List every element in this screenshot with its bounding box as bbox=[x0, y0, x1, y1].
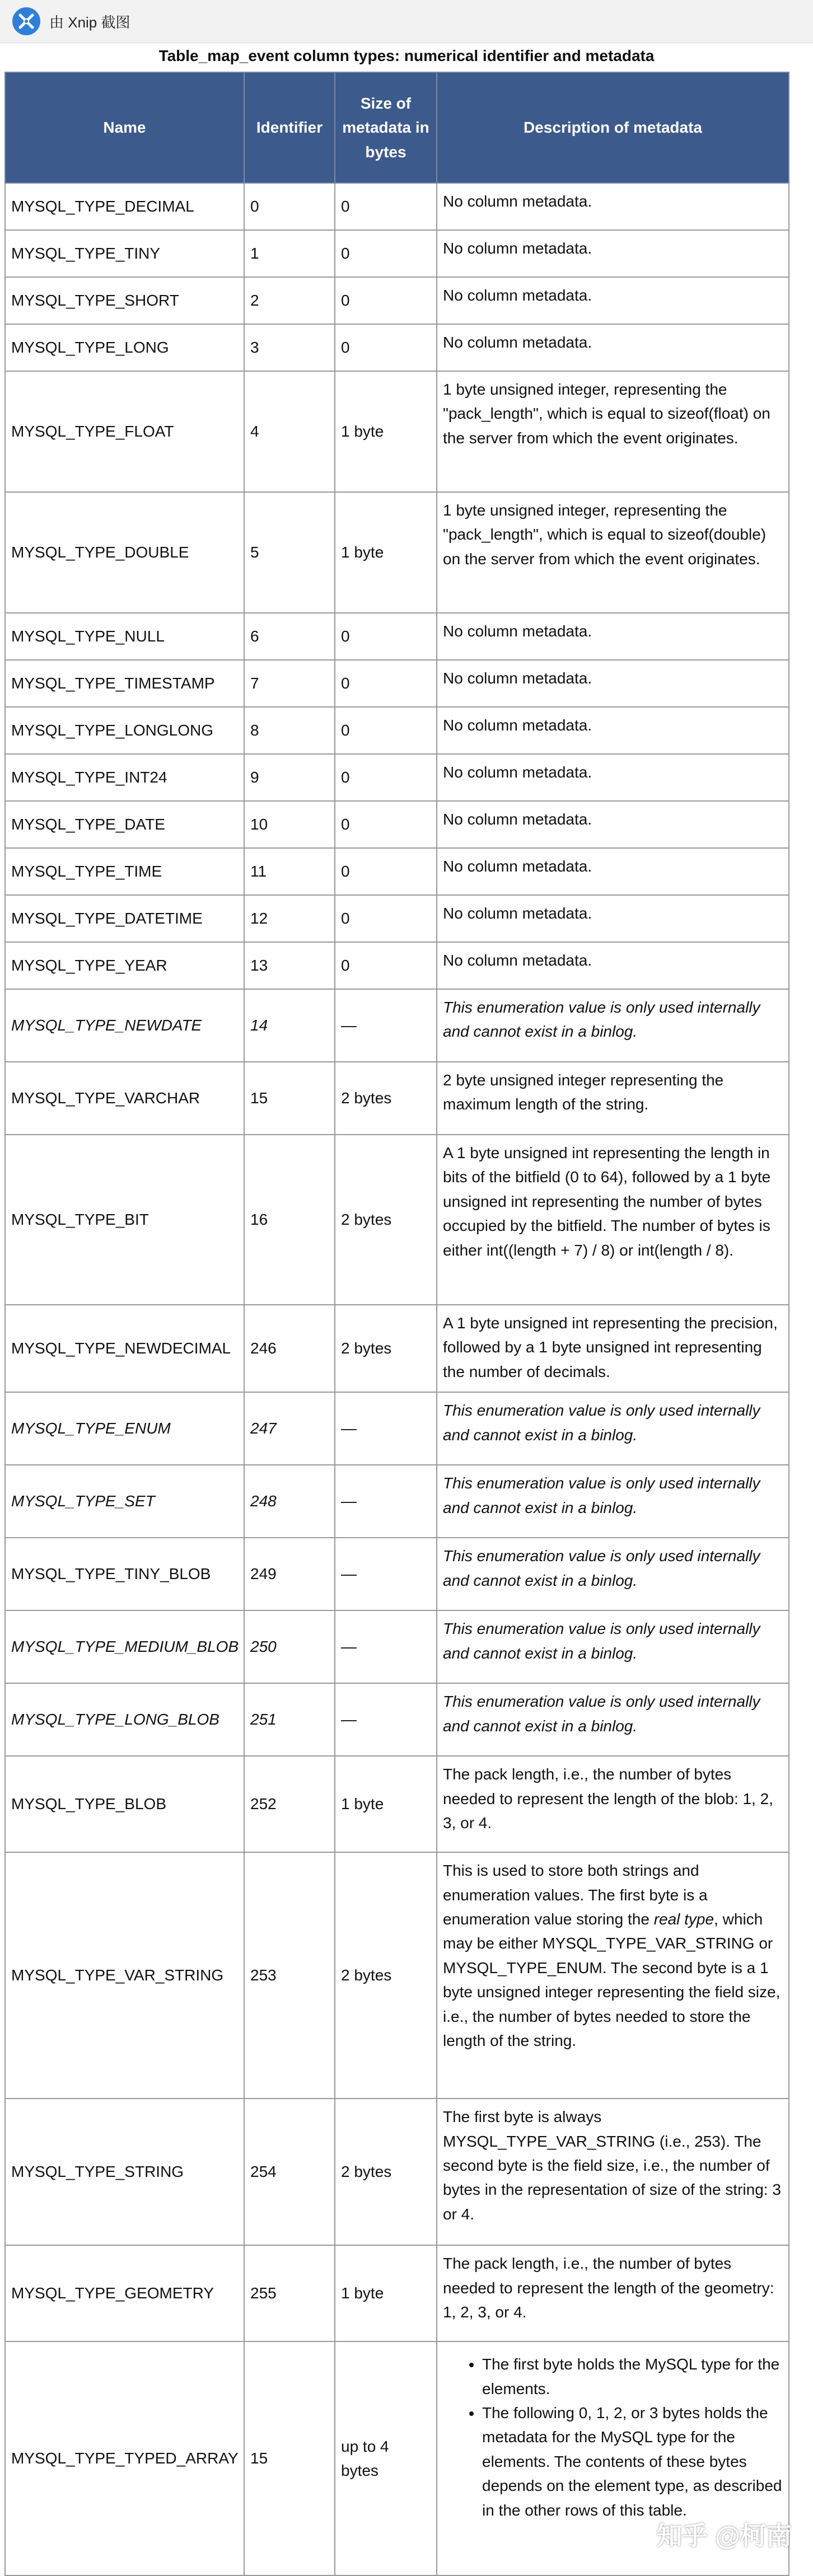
cell-identifier: 250 bbox=[244, 1610, 335, 1683]
xnip-logo-icon bbox=[12, 7, 40, 35]
cell-size: — bbox=[335, 1392, 437, 1465]
cell-size: — bbox=[335, 1610, 437, 1683]
cell-description: No column metadata. bbox=[437, 660, 789, 707]
cell-name: MYSQL_TYPE_NEWDATE bbox=[5, 989, 244, 1062]
cell-size: 1 byte bbox=[335, 492, 437, 613]
cell-size: 1 byte bbox=[335, 2245, 437, 2341]
table-row bbox=[5, 492, 789, 613]
cell-name: MYSQL_TYPE_DATETIME bbox=[5, 895, 244, 942]
table-row bbox=[5, 1610, 789, 1683]
cell-description: This enumeration value is only used internally and cannot exist in a binlog. bbox=[437, 989, 789, 1062]
cell-description: A 1 byte unsigned int representing the length in bits of the bitfield (0 to 64), followed by a 1 byte unsigned int representing the number of bytes occupied by the bitfield. The number of bytes is either int((length + 7) / 8) or int(length / 8). bbox=[437, 1135, 789, 1305]
cell-identifier: 10 bbox=[244, 801, 335, 848]
cell-name: MYSQL_TYPE_BLOB bbox=[5, 1756, 244, 1852]
table-row bbox=[5, 895, 789, 942]
cell-name: MYSQL_TYPE_TINY bbox=[5, 230, 244, 277]
header-name: Name bbox=[5, 72, 244, 183]
description-text: This is used to store both strings and enumeration values. The first byte is a enumeration value storing the bbox=[443, 1862, 708, 1928]
table-row bbox=[5, 1135, 789, 1305]
cell-identifier: 11 bbox=[244, 848, 335, 895]
table-row bbox=[5, 848, 789, 895]
cell-name: MYSQL_TYPE_STRING bbox=[5, 2099, 244, 2245]
cell-identifier: 15 bbox=[244, 2341, 335, 2575]
cell-name: MYSQL_TYPE_DATE bbox=[5, 801, 244, 848]
cell-size: 0 bbox=[335, 801, 437, 848]
cell-description: No column metadata. bbox=[437, 613, 789, 660]
table-row bbox=[5, 707, 789, 754]
cell-description: No column metadata. bbox=[437, 183, 789, 230]
cell-size: up to 4 bytes bbox=[335, 2341, 437, 2575]
cell-size: 1 byte bbox=[335, 1756, 437, 1852]
cell-identifier: 9 bbox=[244, 754, 335, 801]
cell-name: MYSQL_TYPE_DOUBLE bbox=[5, 492, 244, 613]
cell-name: MYSQL_TYPE_VARCHAR bbox=[5, 1062, 244, 1135]
table-row bbox=[5, 183, 789, 230]
table-row bbox=[5, 801, 789, 848]
cell-description: No column metadata. bbox=[437, 801, 789, 848]
table-row bbox=[5, 1538, 789, 1610]
cell-name: MYSQL_TYPE_LONG_BLOB bbox=[5, 1683, 244, 1756]
cell-size: 0 bbox=[335, 277, 437, 324]
cell-description: No column metadata. bbox=[437, 707, 789, 754]
cell-description: No column metadata. bbox=[437, 277, 789, 324]
cell-identifier: 7 bbox=[244, 660, 335, 707]
cell-identifier: 4 bbox=[244, 371, 335, 492]
table-row bbox=[5, 2245, 789, 2341]
cell-name: MYSQL_TYPE_FLOAT bbox=[5, 371, 244, 492]
cell-size: — bbox=[335, 989, 437, 1062]
cell-size: — bbox=[335, 1683, 437, 1756]
cell-size: 0 bbox=[335, 613, 437, 660]
cell-identifier: 255 bbox=[244, 2245, 335, 2341]
cell-description: 1 byte unsigned integer, representing the "pack_length", which is equal to sizeof(double) on the server from which the event originates. bbox=[437, 492, 789, 613]
cell-size: 2 bytes bbox=[335, 1135, 437, 1305]
cell-name: MYSQL_TYPE_TINY_BLOB bbox=[5, 1538, 244, 1610]
description-list bbox=[443, 2352, 783, 2522]
cell-identifier: 13 bbox=[244, 942, 335, 989]
cell-identifier: 254 bbox=[244, 2099, 335, 2245]
cell-description: No column metadata. bbox=[437, 324, 789, 371]
table-row bbox=[5, 277, 789, 324]
cell-name: MYSQL_TYPE_VAR_STRING bbox=[5, 1852, 244, 2099]
cell-identifier: 253 bbox=[244, 1852, 335, 2099]
cell-description: The pack length, i.e., the number of bytes needed to represent the length of the blob: 1, 2, 3, or 4. bbox=[437, 1756, 789, 1852]
cell-name: MYSQL_TYPE_GEOMETRY bbox=[5, 2245, 244, 2341]
cell-description: A 1 byte unsigned int representing the precision, followed by a 1 byte unsigned int representing the number of decimals. bbox=[437, 1305, 789, 1392]
cell-identifier: 249 bbox=[244, 1538, 335, 1610]
cell-size: 0 bbox=[335, 183, 437, 230]
title-bar bbox=[0, 0, 813, 43]
table-row bbox=[5, 1305, 789, 1392]
cell-size: 0 bbox=[335, 660, 437, 707]
cell-identifier: 8 bbox=[244, 707, 335, 754]
cell-name: MYSQL_TYPE_SHORT bbox=[5, 277, 244, 324]
cell-identifier: 252 bbox=[244, 1756, 335, 1852]
cell-size: 2 bytes bbox=[335, 1305, 437, 1392]
cell-description: This enumeration value is only used internally and cannot exist in a binlog. bbox=[437, 1538, 789, 1610]
cell-description: This enumeration value is only used internally and cannot exist in a binlog. bbox=[437, 1683, 789, 1756]
cell-size: 0 bbox=[335, 324, 437, 371]
cell-description: 1 byte unsigned integer, representing the "pack_length", which is equal to sizeof(float) on the server from which the event originates. bbox=[437, 371, 789, 492]
cell-name: MYSQL_TYPE_DECIMAL bbox=[5, 183, 244, 230]
cell-description: 2 byte unsigned integer representing the maximum length of the string. bbox=[437, 1062, 789, 1135]
cell-identifier: 247 bbox=[244, 1392, 335, 1465]
app-title: 由 Xnip 截图 bbox=[49, 13, 130, 31]
column-types-table bbox=[4, 72, 789, 2576]
cell-identifier: 2 bbox=[244, 277, 335, 324]
cell-identifier: 248 bbox=[244, 1465, 335, 1538]
cell-size: — bbox=[335, 1465, 437, 1538]
cell-description: No column metadata. bbox=[437, 848, 789, 895]
cell-size: 0 bbox=[335, 895, 437, 942]
header-row bbox=[5, 72, 789, 183]
cell-identifier: 16 bbox=[244, 1135, 335, 1305]
table-row bbox=[5, 1392, 789, 1465]
cell-identifier: 246 bbox=[244, 1305, 335, 1392]
cell-description: The first byte is always MYSQL_TYPE_VAR_STRING (i.e., 253). The second byte is the field size, i.e., the number of bytes in the representation of size of the string: 3 or 4. bbox=[437, 2099, 789, 2245]
cell-size: — bbox=[335, 1538, 437, 1610]
table-row bbox=[5, 324, 789, 371]
cell-size: 0 bbox=[335, 754, 437, 801]
table-container bbox=[4, 72, 789, 2576]
cell-size: 2 bytes bbox=[335, 2099, 437, 2245]
cell-description: This enumeration value is only used internally and cannot exist in a binlog. bbox=[437, 1392, 789, 1465]
cell-description: No column metadata. bbox=[437, 942, 789, 989]
cell-identifier: 12 bbox=[244, 895, 335, 942]
table-row bbox=[5, 1465, 789, 1538]
cell-identifier: 15 bbox=[244, 1062, 335, 1135]
emphasis-text: real type bbox=[653, 1910, 714, 1928]
cell-description: No column metadata. bbox=[437, 754, 789, 801]
cell-name: MYSQL_TYPE_LONGLONG bbox=[5, 707, 244, 754]
table-row bbox=[5, 613, 789, 660]
table-body bbox=[5, 183, 789, 2575]
cell-description: This enumeration value is only used internally and cannot exist in a binlog. bbox=[437, 1610, 789, 1683]
table-row bbox=[5, 371, 789, 492]
cell-description: This enumeration value is only used internally and cannot exist in a binlog. bbox=[437, 1465, 789, 1538]
cell-size: 2 bytes bbox=[335, 1852, 437, 2099]
table-caption: Table_map_event column types: numerical identifier and metadata bbox=[158, 47, 655, 64]
table-row bbox=[5, 1062, 789, 1135]
cell-name: MYSQL_TYPE_ENUM bbox=[5, 1392, 244, 1465]
description-list-item: • The following 0, 1, 2, or 3 bytes holds the metadata for the MySQL type for the elements. The contents of these bytes depends on the element type, as described in the other rows of this table. bbox=[482, 2401, 783, 2522]
cell-description: The pack length, i.e., the number of bytes needed to represent the length of the geometry: 1, 2, 3, or 4. bbox=[437, 2245, 789, 2341]
table-row bbox=[5, 2099, 789, 2245]
table-row bbox=[5, 660, 789, 707]
table-row bbox=[5, 942, 789, 989]
table-row bbox=[5, 1852, 789, 2099]
cell-name: MYSQL_TYPE_YEAR bbox=[5, 942, 244, 989]
cell-size: 1 byte bbox=[335, 371, 437, 492]
cell-size: 2 bytes bbox=[335, 1062, 437, 1135]
table-row bbox=[5, 989, 789, 1062]
cell-description bbox=[437, 1852, 789, 2099]
cell-name: MYSQL_TYPE_LONG bbox=[5, 324, 244, 371]
table-row bbox=[5, 1756, 789, 1852]
description-text: , which may be either MYSQL_TYPE_VAR_STRING or MYSQL_TYPE_ENUM. The second byte is a 1 byte unsigned integer representing the field size, i.e., the number of bytes needed to store the length of the string. bbox=[443, 1910, 781, 2049]
header-description: Description of metadata bbox=[437, 72, 789, 183]
cell-identifier: 3 bbox=[244, 324, 335, 371]
cell-name: MYSQL_TYPE_MEDIUM_BLOB bbox=[5, 1610, 244, 1683]
cell-name: MYSQL_TYPE_SET bbox=[5, 1465, 244, 1538]
cell-identifier: 5 bbox=[244, 492, 335, 613]
cell-identifier: 14 bbox=[244, 989, 335, 1062]
cell-name: MYSQL_TYPE_INT24 bbox=[5, 754, 244, 801]
header-identifier: Identifier bbox=[244, 72, 335, 183]
cell-identifier: 251 bbox=[244, 1683, 335, 1756]
description-list-item: • The first byte holds the MySQL type for the elements. bbox=[482, 2352, 783, 2401]
cell-size: 0 bbox=[335, 942, 437, 989]
cell-identifier: 0 bbox=[244, 183, 335, 230]
cell-name: MYSQL_TYPE_NULL bbox=[5, 613, 244, 660]
cell-description: No column metadata. bbox=[437, 230, 789, 277]
cell-size: 0 bbox=[335, 230, 437, 277]
cell-name: MYSQL_TYPE_TIME bbox=[5, 848, 244, 895]
cell-name: MYSQL_TYPE_BIT bbox=[5, 1135, 244, 1305]
cell-description: No column metadata. bbox=[437, 895, 789, 942]
cell-identifier: 6 bbox=[244, 613, 335, 660]
table-row bbox=[5, 754, 789, 801]
table-row bbox=[5, 230, 789, 277]
header-size: Size of metadata in bytes bbox=[335, 72, 437, 183]
cell-identifier: 1 bbox=[244, 230, 335, 277]
table-row bbox=[5, 1683, 789, 1756]
cell-name: MYSQL_TYPE_NEWDECIMAL bbox=[5, 1305, 244, 1392]
cell-name: MYSQL_TYPE_TYPED_ARRAY bbox=[5, 2341, 244, 2575]
watermark: 知乎 @柯南 bbox=[656, 2521, 792, 2550]
cell-name: MYSQL_TYPE_TIMESTAMP bbox=[5, 660, 244, 707]
cell-size: 0 bbox=[335, 848, 437, 895]
cell-size: 0 bbox=[335, 707, 437, 754]
